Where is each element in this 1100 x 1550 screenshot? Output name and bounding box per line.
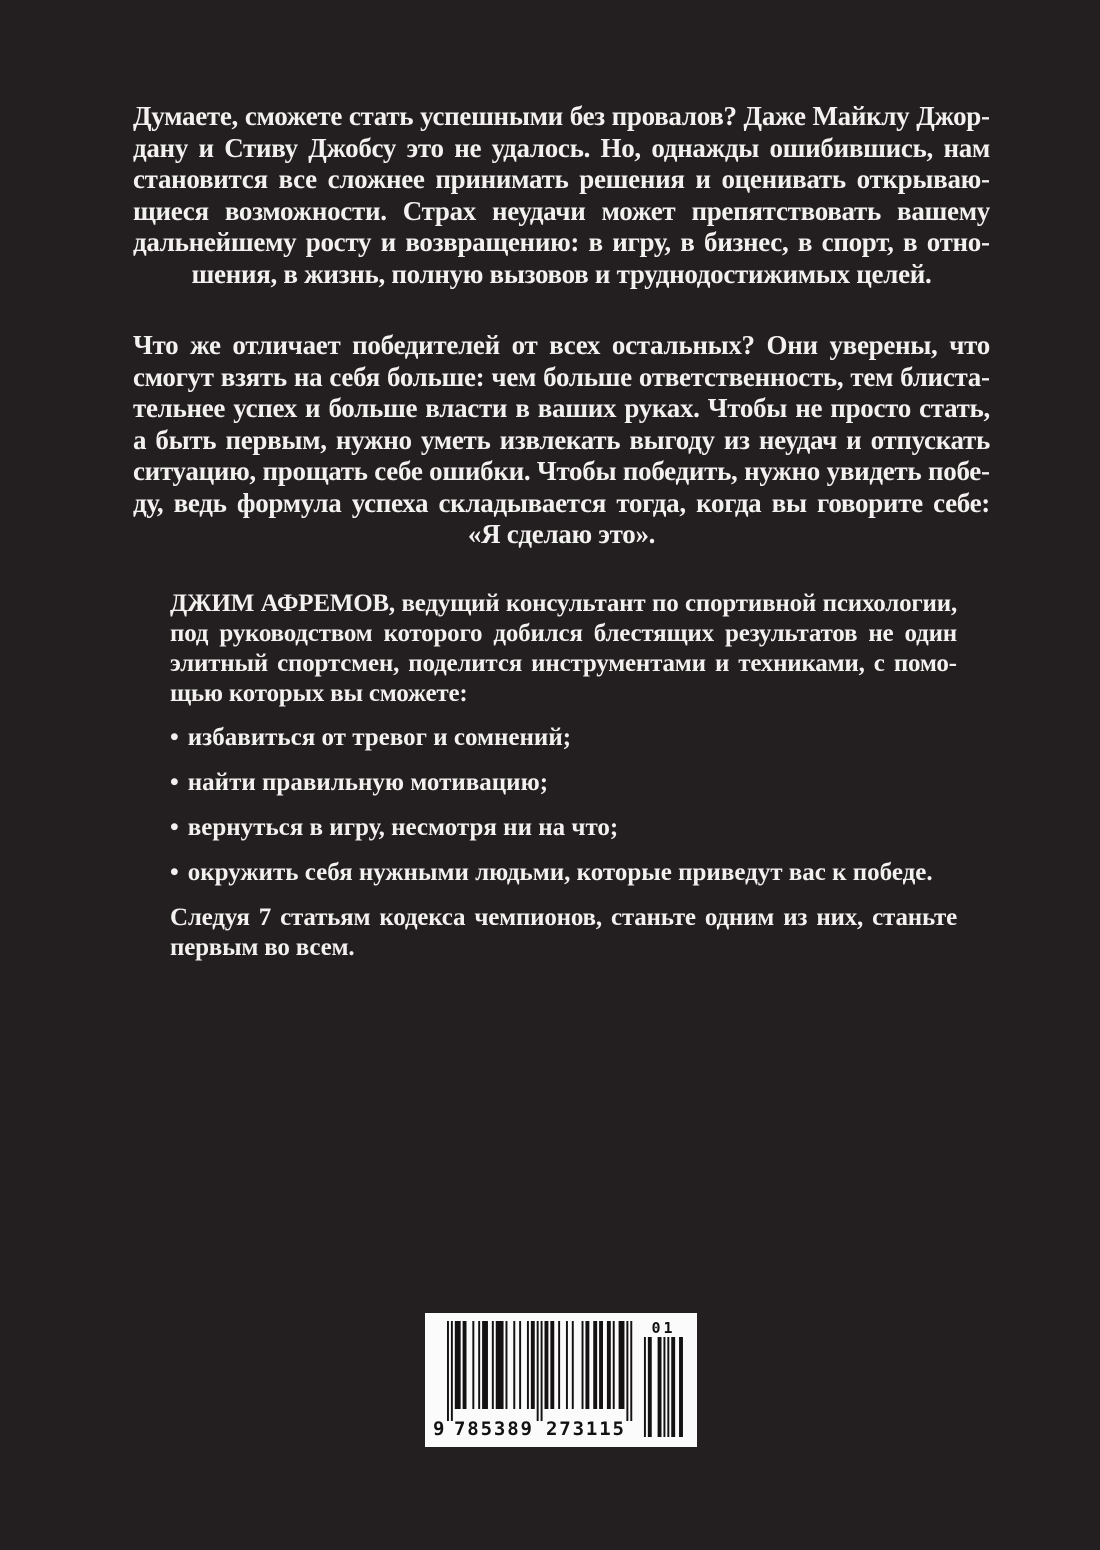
author-section bbox=[170, 589, 957, 963]
addon-barcode bbox=[642, 1337, 683, 1437]
bullet-text: избавиться от тревог и сомнений; bbox=[187, 724, 572, 751]
barcode bbox=[425, 1313, 697, 1447]
svg-text:785389: 785389 bbox=[454, 1418, 532, 1440]
bullet-item bbox=[170, 813, 957, 843]
bullet-text: окружить себя нужными людьми, которые приведут вас к победе. bbox=[187, 859, 933, 886]
barcode-addon bbox=[639, 1319, 685, 1437]
closing-paragraph: Следуя 7 статьям кодекса чемпионов, станьте одним из них, станьте первым во всем. bbox=[170, 904, 957, 961]
author-intro: ДЖИМ АФРЕМОВ, ведущий консультант по спортивной психологии, под руководством которого добился блестящих результатов не один элитный спортсмен, поделится инструментами и техниками, с помощью которых вы сможете: bbox=[170, 590, 957, 707]
bullet-marker: • bbox=[170, 769, 179, 796]
bullet-marker: • bbox=[170, 724, 179, 751]
bullet-list bbox=[170, 723, 957, 888]
bullet-text: найти правильную мотивацию; bbox=[187, 769, 549, 796]
blurb-paragraph-2: Что же отличает победителей от всех остальных? Они уверены, что смогут взять на себя больше: чем больше ответственность, тем блистательнее успех и больше власти в ваших руках. Чтобы не просто стать, а быть первым, нужно уметь извлекать выгоду из неудач и отпускать ситуацию, прощать себе ошибки. Чтобы победить, нужно увидеть победу, ведь формула успеха складывается тогда, когда вы говорите себе: «Я сделаю это». bbox=[133, 330, 990, 549]
bullet-item bbox=[170, 858, 957, 888]
ean13-barcode bbox=[433, 1319, 633, 1441]
bullet-marker: • bbox=[170, 859, 179, 886]
bullet-item bbox=[170, 768, 957, 798]
bullet-text: вернуться в игру, несмотря ни на что; bbox=[187, 814, 619, 841]
bullet-marker: • bbox=[170, 814, 179, 841]
blurb-paragraph-1: Думаете, сможете стать успешными без провалов? Даже Майклу Джордану и Стиву Джобсу это не удалось. Но, однажды ошибившись, нам становится все сложнее принимать решения и оценивать открывающиеся возможности. Страх неудачи может препятствовать вашему дальнейшему росту и возвращению: в игру, в бизнес, в спорт, в отношения, в жизнь, полную вызовов и труднодостижимых целей. bbox=[133, 101, 990, 289]
svg-text:9: 9 bbox=[433, 1418, 445, 1440]
barcode-addon-label: 01 bbox=[651, 1319, 676, 1337]
bullet-item bbox=[170, 723, 957, 753]
svg-text:273115: 273115 bbox=[546, 1418, 624, 1440]
